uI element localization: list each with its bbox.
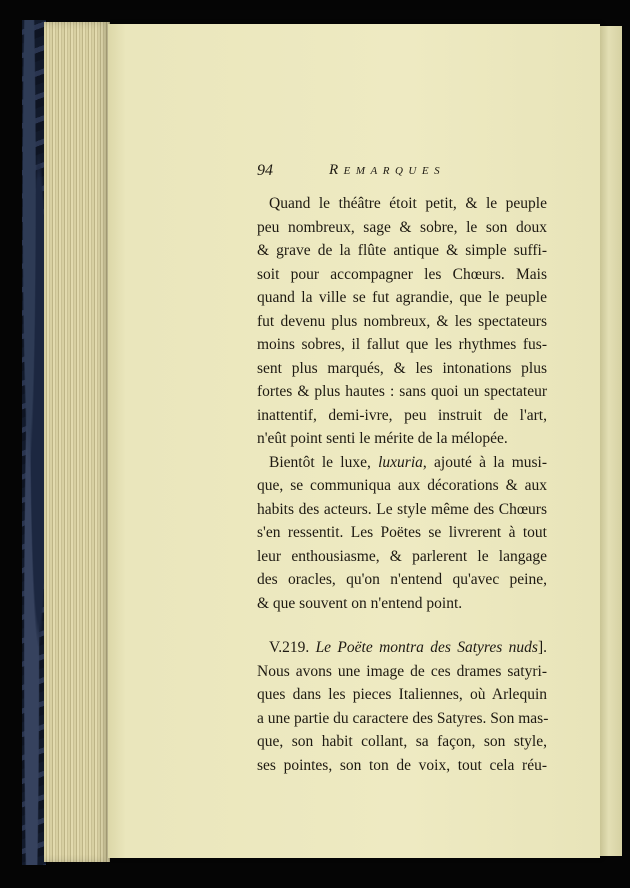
text-line: fortes & plus hautes : sans quoi un spectateur — [257, 383, 547, 400]
text-line: Quand le théâtre étoit petit, & le peuple — [269, 195, 547, 212]
running-head-title: Remarques — [329, 162, 446, 178]
paragraph-3 — [257, 636, 547, 777]
text-line: & grave de la flûte antique & simple suffi- — [257, 242, 547, 259]
page-stack-edge — [44, 22, 110, 862]
text-line: des oracles, qu'on n'entend qu'avec peine, — [257, 571, 547, 588]
text-line: inattentif, demi-ivre, peu instruit de l'art, — [257, 406, 547, 424]
page-number: 94 — [257, 162, 273, 179]
text-line: ques dans les pieces Italiennes, où Arlequin — [257, 686, 547, 703]
text-line: & que souvent on n'entend point. — [257, 594, 463, 612]
text-line: a une partie du caractere des Satyres. Son mas- — [257, 709, 549, 727]
text-line: fut devenu plus nombreux, & les spectateurs — [257, 312, 547, 330]
running-head — [257, 162, 547, 186]
text-line: que, son habit collant, sa façon, son style, — [257, 733, 547, 750]
text-line: sent plus marqués, & les intonations plus — [257, 359, 547, 377]
text-line: que, se communiqua aux décorations & aux — [257, 477, 547, 494]
text-line: moins sobres, il fallut que les rhythmes fus- — [257, 336, 547, 353]
text-line: soit pour accompagner les Chœurs. Mais — [257, 265, 547, 283]
text-line: V.219. Le Poëte montra des Satyres nuds]. — [269, 639, 547, 656]
text-line: habits des acteurs. Le style même des Chœurs — [257, 500, 547, 518]
paragraph-1 — [257, 192, 547, 451]
text-line: quand la ville se fut agrandie, que le peuple — [257, 289, 547, 306]
facing-page-edge — [600, 26, 622, 856]
text-line: leur enthousiasme, & parlerent le langage — [257, 547, 547, 565]
text-line: n'eût point senti le mérite de la mélopée. — [257, 430, 508, 447]
text-line: ses pointes, son ton de voix, tout cela réu- — [257, 756, 547, 774]
text-line: Nous avons une image de ces drames satyri- — [257, 662, 547, 680]
text-line: Bientôt le luxe, luxuria, ajouté à la musi- — [269, 453, 547, 471]
text-line: s'en ressentit. Les Poëtes se livrerent à tout — [257, 524, 547, 541]
text-line: peu nombreux, sage & sobre, le son doux — [257, 218, 547, 236]
paragraph-2 — [257, 451, 547, 616]
text-block — [257, 162, 547, 777]
